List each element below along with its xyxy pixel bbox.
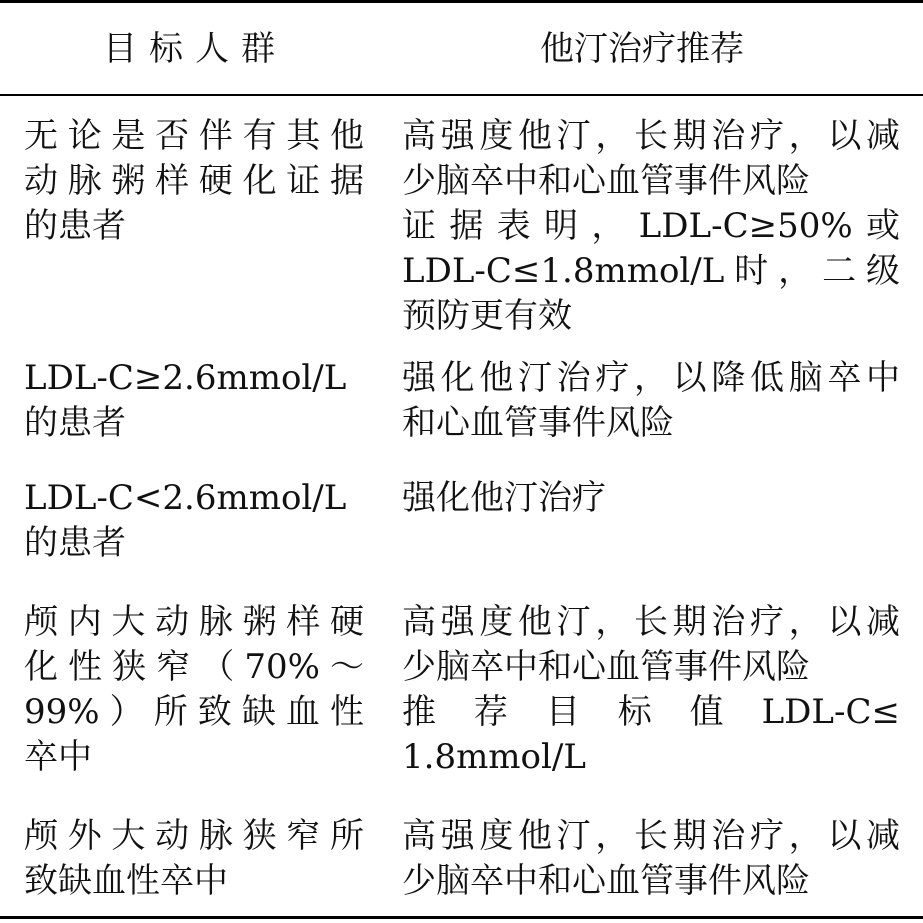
header-divider-rule [0, 94, 923, 96]
cell-line: 少脑卒中和心血管事件风险 [402, 161, 810, 201]
cell-line: 化性狭窄（70%～ [24, 647, 364, 687]
cell-line: 强化他汀治疗 [402, 478, 606, 518]
recommendation-cell [402, 814, 900, 904]
cell-line: 的患者 [24, 523, 126, 563]
recommendation-cell [402, 476, 900, 521]
cell-line: 和心血管事件风险 [402, 403, 674, 443]
cell-line: LDL-C≤1.8mmol/L时，二级 [402, 251, 900, 291]
target-population-cell [24, 600, 364, 780]
recommendation-cell [402, 600, 900, 780]
header-statin-recommendation: 他汀治疗推荐 [540, 29, 744, 69]
target-population-cell [24, 114, 364, 249]
cell-line: 无论是否伴有其他 [24, 116, 364, 156]
target-population-cell [24, 476, 364, 566]
cell-line: 动脉粥样硬化证据 [24, 161, 364, 201]
cell-line: 强化他汀治疗，以降低脑卒中 [402, 358, 900, 398]
cell-line: 少脑卒中和心血管事件风险 [402, 861, 810, 901]
header-target-population: 目标人群 [103, 29, 287, 69]
cell-line: 少脑卒中和心血管事件风险 [402, 647, 810, 687]
cell-line: 高强度他汀，长期治疗，以减 [402, 116, 900, 156]
target-population-cell [24, 356, 364, 446]
target-population-cell [24, 814, 364, 904]
cell-line: 证据表明，LDL-C≥50%或 [402, 206, 900, 246]
cell-line: 99%）所致缺血性 [24, 692, 364, 732]
recommendation-cell [402, 356, 900, 446]
cell-line: 卒中 [24, 737, 92, 777]
cell-line: 预防更有效 [402, 296, 572, 336]
cell-line: 颅内大动脉粥样硬 [24, 602, 364, 642]
cell-line: 的患者 [24, 403, 126, 443]
cell-line: 高强度他汀，长期治疗，以减 [402, 602, 900, 642]
recommendation-cell [402, 114, 900, 339]
table-top-rule [0, 0, 923, 3]
cell-line: 1.8mmol/L [402, 737, 586, 777]
table-bottom-rule [0, 916, 923, 919]
cell-line: LDL-C≥2.6mmol/L [24, 358, 347, 398]
cell-line: 颅外大动脉狭窄所 [24, 816, 364, 856]
cell-line: 高强度他汀，长期治疗，以减 [402, 816, 900, 856]
cell-line: 推荐目标值LDL-C≤ [402, 692, 900, 732]
cell-line: 致缺血性卒中 [24, 861, 228, 901]
cell-line: 的患者 [24, 206, 126, 246]
cell-line: LDL-C<2.6mmol/L [24, 478, 347, 518]
